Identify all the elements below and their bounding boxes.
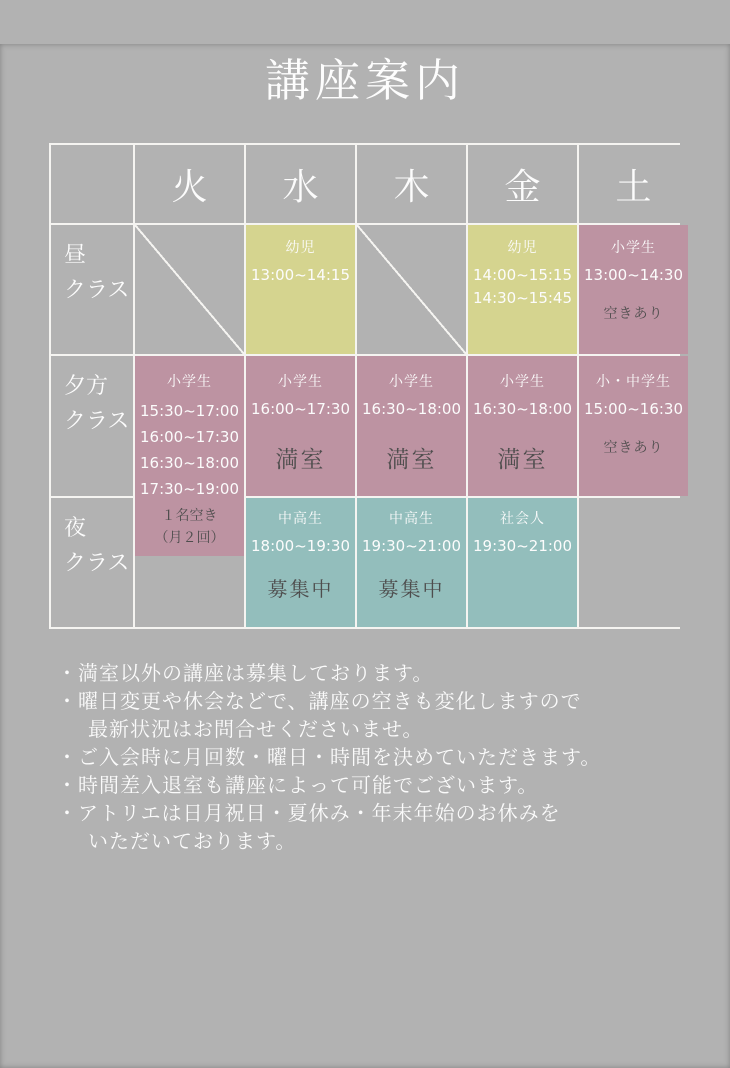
slot-time: 15:30~17:00	[139, 402, 240, 420]
row-label-evening-line2: クラス	[64, 409, 130, 434]
cell-noon-wed	[246, 225, 355, 354]
slot-audience: 幼児	[285, 240, 316, 256]
row-label-noon-line2: クラス	[64, 278, 130, 303]
row-label-evening-line1: 夕方	[64, 374, 109, 399]
row-label-night-line2: クラス	[64, 551, 130, 576]
cell-noon-tue-empty	[135, 225, 244, 354]
slot-time: 16:30~18:00	[139, 454, 240, 472]
slot-time: 14:00~15:15	[472, 266, 573, 284]
slot-audience: 社会人	[500, 511, 545, 527]
cell-night-thu	[357, 498, 466, 627]
slot-status-vacancy: 空きあり	[603, 440, 664, 456]
note-recruiting: ・満室以外の講座は募集しております。	[57, 661, 434, 685]
slot-audience: 小学生	[278, 374, 323, 390]
day-header-tue: 火	[135, 145, 244, 223]
note-availability-line1: ・曜日変更や休会などで、講座の空きも変化しますので	[57, 689, 582, 713]
note-holidays-line2: いただいております。	[88, 829, 297, 853]
slot-time: 16:00~17:30	[250, 400, 351, 418]
slot-time: 16:30~18:00	[361, 400, 462, 418]
slot-status-recruiting: 募集中	[378, 577, 445, 601]
slot-audience: 小学生	[389, 374, 434, 390]
table-corner-cell	[51, 145, 133, 223]
slot-audience: 小学生	[611, 240, 656, 256]
note-flexible-time: ・時間差入退室も講座によって可能でございます。	[57, 773, 539, 797]
slot-audience: 中高生	[389, 511, 434, 527]
cell-evening-fri	[468, 356, 577, 496]
row-label-evening	[51, 356, 133, 496]
schedule-table	[49, 143, 684, 629]
slot-status-frequency: （月２回）	[154, 530, 225, 546]
slot-time-list	[140, 398, 239, 502]
row-label-noon	[51, 225, 133, 354]
cell-night-fri	[468, 498, 577, 627]
notes-section	[57, 659, 730, 855]
slot-time: 13:00~14:30	[583, 266, 684, 284]
slot-time: 13:00~14:15	[250, 266, 351, 284]
slot-time: 19:30~21:00	[472, 537, 573, 555]
cell-evening-night-tue	[135, 356, 244, 627]
cell-noon-fri	[468, 225, 577, 354]
slot-time: 16:00~17:30	[139, 428, 240, 446]
slot-status-full: 満室	[497, 447, 548, 473]
note-holidays-line1: ・アトリエは日月祝日・夏休み・年末年始のお休みを	[57, 801, 561, 825]
slot-audience: 小学生	[500, 374, 545, 390]
slot-status-vacancy: １名空き	[161, 508, 218, 524]
cell-evening-tue-block	[135, 356, 244, 556]
slot-status-full: 満室	[275, 447, 326, 473]
slot-audience: 小・中学生	[596, 374, 671, 390]
row-label-noon-line1: 昼	[64, 243, 87, 268]
cell-noon-sat	[579, 225, 688, 354]
day-header-wed: 水	[246, 145, 355, 223]
row-label-night	[51, 498, 133, 627]
cell-evening-thu	[357, 356, 466, 496]
slot-time: 16:30~18:00	[472, 400, 573, 418]
row-label-night-line1: 夜	[64, 516, 87, 541]
page-title: 講座案内	[264, 54, 465, 107]
slot-time: 15:00~16:30	[583, 400, 684, 418]
day-header-sat: 土	[579, 145, 688, 223]
day-header-thu: 木	[357, 145, 466, 223]
slot-audience: 中高生	[278, 511, 323, 527]
slot-status-vacancy: 空きあり	[603, 306, 664, 322]
note-availability-line2: 最新状況はお問合せくださいませ。	[88, 717, 424, 741]
day-header-fri: 金	[468, 145, 577, 223]
cell-evening-wed	[246, 356, 355, 496]
slot-time: 19:30~21:00	[361, 537, 462, 555]
note-enrollment: ・ご入会時に月回数・曜日・時間を決めていただきます。	[57, 745, 602, 769]
slot-time: 17:30~19:00	[139, 480, 240, 498]
slot-status-full: 満室	[386, 447, 437, 473]
cell-noon-thu-empty	[357, 225, 466, 354]
slot-status-recruiting: 募集中	[267, 577, 334, 601]
slot-audience: 幼児	[507, 240, 538, 256]
slot-audience: 小学生	[167, 374, 212, 390]
cell-night-wed	[246, 498, 355, 627]
cell-night-sat-empty	[579, 498, 688, 627]
cell-evening-sat	[579, 356, 688, 496]
slot-time: 18:00~19:30	[250, 537, 351, 555]
slot-time: 14:30~15:45	[472, 289, 573, 307]
